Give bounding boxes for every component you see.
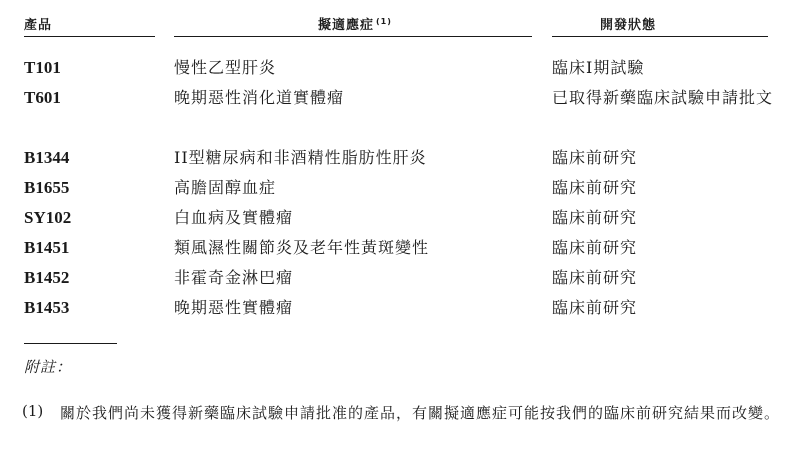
product-code: T601 bbox=[24, 88, 61, 107]
header-rule-status bbox=[552, 36, 768, 37]
product-indication: 慢性乙型肝炎 bbox=[174, 58, 277, 77]
header-indication-label: 擬適應症 bbox=[318, 18, 375, 33]
product-indication: 高膽固醇血症 bbox=[174, 178, 277, 197]
product-indication: II型糖尿病和非酒精性脂肪性肝炎 bbox=[174, 148, 427, 167]
product-status: 臨床I期試驗 bbox=[552, 58, 645, 77]
product-code: T101 bbox=[24, 58, 61, 77]
header-status: 開發狀態 bbox=[600, 18, 657, 33]
product-indication: 晚期惡性消化道實體瘤 bbox=[174, 88, 345, 107]
notes-title: 附註： bbox=[24, 358, 73, 376]
product-status: 臨床前研究 bbox=[552, 148, 638, 167]
product-indication: 非霍奇金淋巴瘤 bbox=[174, 268, 294, 287]
product-code: B1451 bbox=[24, 238, 70, 257]
header-rule-indication bbox=[174, 36, 532, 37]
product-code: B1452 bbox=[24, 268, 70, 287]
product-status: 臨床前研究 bbox=[552, 298, 638, 317]
header-rule-product bbox=[24, 36, 155, 37]
header-indication-note-ref: (1) bbox=[376, 16, 392, 26]
product-indication: 晚期惡性實體瘤 bbox=[174, 298, 294, 317]
product-indication: 類風濕性關節炎及老年性黃斑變性 bbox=[174, 238, 430, 257]
product-code: B1655 bbox=[24, 178, 70, 197]
product-status: 臨床前研究 bbox=[552, 238, 638, 257]
product-indication: 白血病及實體瘤 bbox=[174, 208, 294, 227]
note-text: 關於我們尚未獲得新藥臨床試驗申請批准的產品，有關擬適應症可能按我們的臨床前研究結果而改變。 bbox=[60, 404, 781, 422]
product-code: SY102 bbox=[24, 208, 72, 227]
product-status: 臨床前研究 bbox=[552, 178, 638, 197]
header-indication bbox=[318, 14, 392, 33]
notes-divider bbox=[24, 343, 117, 344]
note-number: (1) bbox=[22, 402, 44, 420]
product-status: 臨床前研究 bbox=[552, 208, 638, 227]
product-code: B1344 bbox=[24, 148, 70, 167]
product-status: 臨床前研究 bbox=[552, 268, 638, 287]
header-product: 產品 bbox=[24, 18, 53, 33]
product-code: B1453 bbox=[24, 298, 70, 317]
product-status: 已取得新藥臨床試驗申請批文 bbox=[552, 88, 774, 107]
